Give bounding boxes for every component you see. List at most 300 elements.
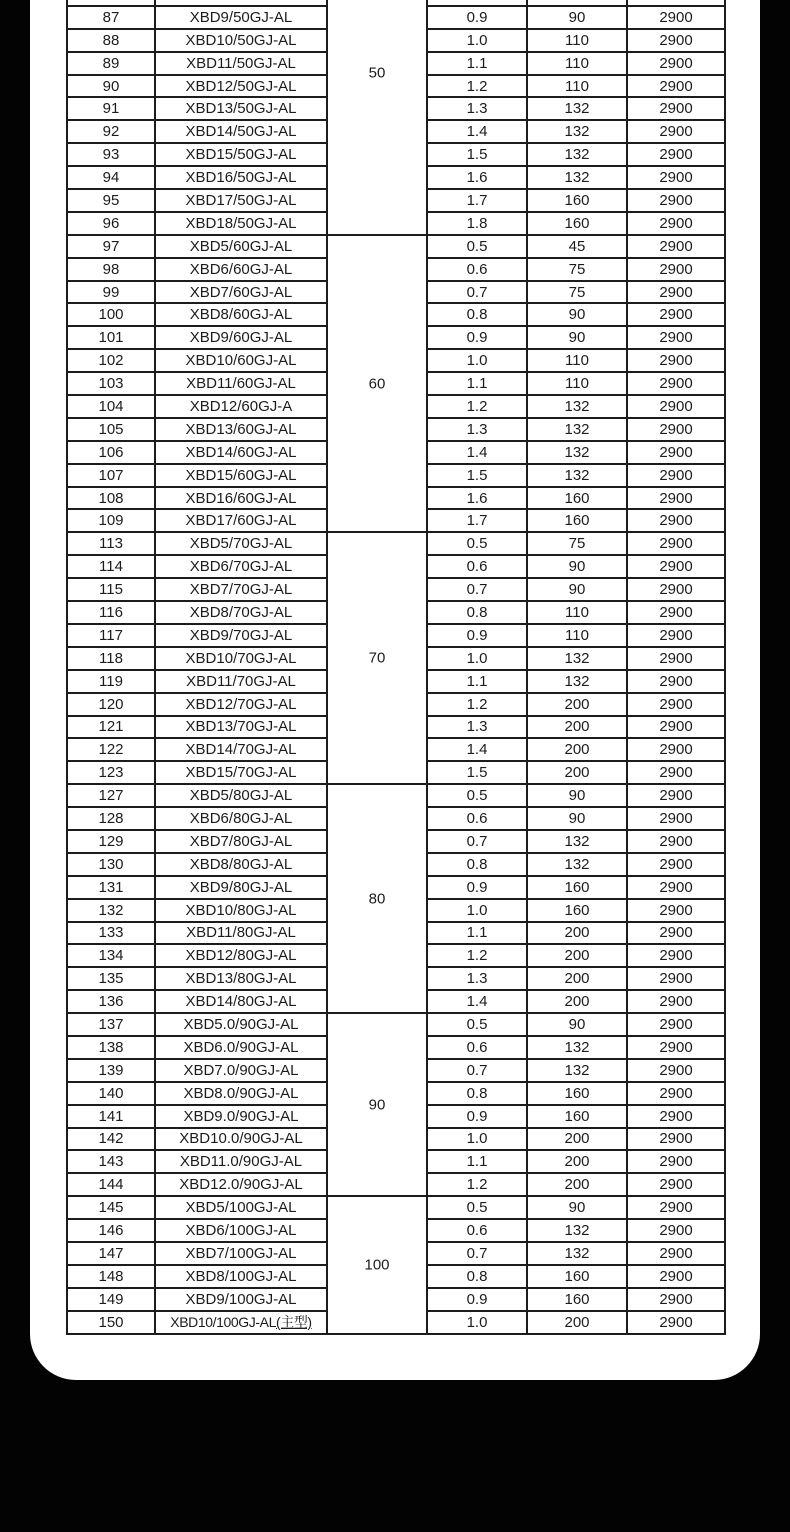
cell-speed: 2900	[627, 624, 725, 647]
cell-index: 89	[67, 52, 155, 75]
cell-index: 103	[67, 372, 155, 395]
cell-flow: 0.6	[427, 1036, 527, 1059]
cell-flow: 0.9	[427, 624, 527, 647]
cell-index: 139	[67, 1059, 155, 1082]
cell-model: XBD15/50GJ-AL	[155, 143, 327, 166]
cell-speed: 2900	[627, 1311, 725, 1334]
cell-model: XBD9.0/90GJ-AL	[155, 1105, 327, 1128]
cell-power: 160	[527, 487, 627, 510]
cell-index: 146	[67, 1219, 155, 1242]
cell-model: XBD10/50GJ-AL	[155, 29, 327, 52]
cell-speed: 2900	[627, 120, 725, 143]
cell-model: XBD14/70GJ-AL	[155, 738, 327, 761]
cell-index: 108	[67, 487, 155, 510]
group-label: 50	[368, 64, 386, 82]
cell-model: XBD6/70GJ-AL	[155, 555, 327, 578]
cell-power: 200	[527, 967, 627, 990]
cell-speed: 2900	[627, 1288, 725, 1311]
cell-power: 75	[527, 281, 627, 304]
cell-model: XBD8/60GJ-AL	[155, 303, 327, 326]
cell-flow: 1.0	[427, 899, 527, 922]
cell-model: XBD5/70GJ-AL	[155, 532, 327, 555]
cell-flow: 0.6	[427, 807, 527, 830]
cell-flow: 0.9	[427, 326, 527, 349]
cell-index: 121	[67, 716, 155, 739]
table-row	[67, 1196, 725, 1219]
cell-flow: 0.6	[427, 555, 527, 578]
cell-speed: 2900	[627, 555, 725, 578]
cell-index: 97	[67, 235, 155, 258]
cell-model: XBD7.0/90GJ-AL	[155, 1059, 327, 1082]
cell-flow: 0.7	[427, 830, 527, 853]
cell-power: 200	[527, 1128, 627, 1151]
cell-power: 132	[527, 97, 627, 120]
cell-speed: 2900	[627, 532, 725, 555]
cell-model: XBD11/50GJ-AL	[155, 52, 327, 75]
cell-power: 160	[527, 189, 627, 212]
cell-flow: 1.0	[427, 1128, 527, 1151]
cell-speed: 2900	[627, 922, 725, 945]
cell-power: 75	[527, 532, 627, 555]
cell-model: XBD8/70GJ-AL	[155, 601, 327, 624]
cell-power: 132	[527, 1059, 627, 1082]
model-suffix: (主型)	[275, 1314, 312, 1331]
cell-model: XBD5/60GJ-AL	[155, 235, 327, 258]
cell-model: XBD9/80GJ-AL	[155, 876, 327, 899]
cell-flow: 1.2	[427, 395, 527, 418]
cell-flow: 1.2	[427, 693, 527, 716]
cell-speed: 2900	[627, 1242, 725, 1265]
cell-index: 98	[67, 258, 155, 281]
cell-speed: 2900	[627, 281, 725, 304]
cell-model: XBD8.0/90GJ-AL	[155, 1082, 327, 1105]
cell-index: 134	[67, 944, 155, 967]
cell-model: XBD9/60GJ-AL	[155, 326, 327, 349]
cell-power: 200	[527, 990, 627, 1013]
cell-index: 105	[67, 418, 155, 441]
cell-model: XBD6/100GJ-AL	[155, 1219, 327, 1242]
cell-model: XBD12/80GJ-AL	[155, 944, 327, 967]
cell-power: 160	[527, 1288, 627, 1311]
cell-power: 132	[527, 395, 627, 418]
cell-flow: 0.9	[427, 876, 527, 899]
cell-speed: 2900	[627, 326, 725, 349]
cell-speed: 2900	[627, 1059, 725, 1082]
cell-speed: 2900	[627, 601, 725, 624]
cell-index: 118	[67, 647, 155, 670]
cell-model: XBD13/60GJ-AL	[155, 418, 327, 441]
cell-index: 114	[67, 555, 155, 578]
cell-speed: 2900	[627, 1013, 725, 1036]
cell-power: 200	[527, 761, 627, 784]
cell-speed: 2900	[627, 97, 725, 120]
cell-power: 110	[527, 52, 627, 75]
cell-model: XBD15/70GJ-AL	[155, 761, 327, 784]
cell-index: 128	[67, 807, 155, 830]
cell-power: 200	[527, 1150, 627, 1173]
cell-speed: 2900	[627, 6, 725, 29]
cell-power: 200	[527, 1173, 627, 1196]
cell-power: 200	[527, 716, 627, 739]
cell-speed: 2900	[627, 29, 725, 52]
cell-flow: 1.4	[427, 990, 527, 1013]
cell-power: 160	[527, 1082, 627, 1105]
cell-index: 109	[67, 509, 155, 532]
cell-power: 90	[527, 784, 627, 807]
cell-model: XBD10/80GJ-AL	[155, 899, 327, 922]
cell-index: 147	[67, 1242, 155, 1265]
cell-speed: 2900	[627, 990, 725, 1013]
cell-flow: 0.5	[427, 1196, 527, 1219]
cell-speed: 2900	[627, 853, 725, 876]
cell-speed: 2900	[627, 441, 725, 464]
cell-power: 110	[527, 349, 627, 372]
cell-power: 90	[527, 578, 627, 601]
cell-index: 150	[67, 1311, 155, 1334]
cell-flow: 1.5	[427, 464, 527, 487]
cell-model: XBD14/50GJ-AL	[155, 120, 327, 143]
cell-speed: 2900	[627, 761, 725, 784]
cell-flow: 1.6	[427, 487, 527, 510]
cell-flow: 1.7	[427, 189, 527, 212]
cell-model: XBD17/50GJ-AL	[155, 189, 327, 212]
cell-model: XBD7/70GJ-AL	[155, 578, 327, 601]
cell-speed: 2900	[627, 1036, 725, 1059]
cell-index: 137	[67, 1013, 155, 1036]
cell-model: XBD7/100GJ-AL	[155, 1242, 327, 1265]
cell-model: XBD10/60GJ-AL	[155, 349, 327, 372]
cell-flow: 0.9	[427, 6, 527, 29]
cell-power: 110	[527, 75, 627, 98]
cell-index: 127	[67, 784, 155, 807]
cell-flow: 1.0	[427, 647, 527, 670]
cell-power: 110	[527, 372, 627, 395]
cell-power: 132	[527, 1242, 627, 1265]
cell-power: 132	[527, 853, 627, 876]
group-cell	[327, 1013, 427, 1196]
cell-model: XBD18/50GJ-AL	[155, 212, 327, 235]
cell-model: XBD14/60GJ-AL	[155, 441, 327, 464]
cell-model: XBD5/80GJ-AL	[155, 784, 327, 807]
group-label: 100	[364, 1256, 390, 1274]
cell-flow: 1.0	[427, 349, 527, 372]
cell-power: 90	[527, 1013, 627, 1036]
cell-flow: 0.7	[427, 1242, 527, 1265]
cell-index: 143	[67, 1150, 155, 1173]
cell-model: XBD11/80GJ-AL	[155, 922, 327, 945]
cell-speed: 2900	[627, 212, 725, 235]
table-row	[67, 235, 725, 258]
cell-model: XBD6/80GJ-AL	[155, 807, 327, 830]
cell-speed: 2900	[627, 716, 725, 739]
cell-flow: 0.8	[427, 1265, 527, 1288]
cell-speed: 2900	[627, 876, 725, 899]
cell-power: 90	[527, 326, 627, 349]
cell-power: 132	[527, 670, 627, 693]
cell-index: 117	[67, 624, 155, 647]
cell-speed: 2900	[627, 1082, 725, 1105]
cell-flow: 0.5	[427, 784, 527, 807]
cell-speed: 2900	[627, 693, 725, 716]
cell-speed: 2900	[627, 1196, 725, 1219]
cell-power: 90	[527, 303, 627, 326]
cell-flow: 1.1	[427, 1150, 527, 1173]
cell-power: 132	[527, 166, 627, 189]
cell-speed: 2900	[627, 166, 725, 189]
cell-power: 132	[527, 830, 627, 853]
cell-flow: 0.6	[427, 258, 527, 281]
cell-index: 131	[67, 876, 155, 899]
cell-model: XBD10/70GJ-AL	[155, 647, 327, 670]
cell-speed: 2900	[627, 1105, 725, 1128]
cell-speed: 2900	[627, 189, 725, 212]
cell-index: 119	[67, 670, 155, 693]
cell-speed: 2900	[627, 487, 725, 510]
cell-speed: 2900	[627, 1150, 725, 1173]
cell-index: 149	[67, 1288, 155, 1311]
table-row	[67, 784, 725, 807]
cell-speed: 2900	[627, 258, 725, 281]
cell-power: 160	[527, 876, 627, 899]
cell-index: 115	[67, 578, 155, 601]
cell-power: 110	[527, 601, 627, 624]
cell-model: XBD12/70GJ-AL	[155, 693, 327, 716]
cell-power: 132	[527, 418, 627, 441]
cell-model: XBD13/70GJ-AL	[155, 716, 327, 739]
cell-index: 100	[67, 303, 155, 326]
cell-speed: 2900	[627, 807, 725, 830]
cell-power: 160	[527, 1105, 627, 1128]
cell-power: 132	[527, 647, 627, 670]
cell-flow: 1.3	[427, 967, 527, 990]
cell-speed: 2900	[627, 235, 725, 258]
pump-spec-table	[66, 0, 726, 1335]
cell-model: XBD16/60GJ-AL	[155, 487, 327, 510]
cell-speed: 2900	[627, 830, 725, 853]
cell-power: 110	[527, 29, 627, 52]
cell-flow: 1.4	[427, 120, 527, 143]
cell-speed: 2900	[627, 509, 725, 532]
cell-model: XBD13/50GJ-AL	[155, 97, 327, 120]
cell-flow: 1.2	[427, 944, 527, 967]
cell-flow: 1.1	[427, 372, 527, 395]
cell-index: 116	[67, 601, 155, 624]
cell-speed: 2900	[627, 349, 725, 372]
cell-speed: 2900	[627, 784, 725, 807]
cell-power: 132	[527, 120, 627, 143]
cell-flow: 0.7	[427, 578, 527, 601]
cell-flow: 1.2	[427, 1173, 527, 1196]
cell-speed: 2900	[627, 395, 725, 418]
group-label: 80	[368, 890, 386, 908]
cell-flow: 0.8	[427, 601, 527, 624]
group-label: 60	[368, 375, 386, 393]
cell-flow: 0.9	[427, 1105, 527, 1128]
cell-model: XBD6.0/90GJ-AL	[155, 1036, 327, 1059]
page-card	[30, 0, 760, 1380]
cell-index: 113	[67, 532, 155, 555]
cell-model: XBD13/80GJ-AL	[155, 967, 327, 990]
cell-power: 75	[527, 258, 627, 281]
cell-speed: 2900	[627, 303, 725, 326]
cell-index: 142	[67, 1128, 155, 1151]
cell-speed: 2900	[627, 1128, 725, 1151]
cell-model: XBD6/60GJ-AL	[155, 258, 327, 281]
cell-index: 87	[67, 6, 155, 29]
table-row	[67, 1013, 725, 1036]
cell-index: 104	[67, 395, 155, 418]
cell-power: 90	[527, 555, 627, 578]
cell-index: 130	[67, 853, 155, 876]
cell-index: 148	[67, 1265, 155, 1288]
cell-index: 135	[67, 967, 155, 990]
cell-power: 90	[527, 6, 627, 29]
cell-power: 200	[527, 944, 627, 967]
cell-flow: 0.8	[427, 303, 527, 326]
cell-flow: 0.8	[427, 853, 527, 876]
cell-speed: 2900	[627, 944, 725, 967]
cell-model: XBD11/70GJ-AL	[155, 670, 327, 693]
cell-index: 99	[67, 281, 155, 304]
cell-flow: 1.3	[427, 97, 527, 120]
cell-speed: 2900	[627, 899, 725, 922]
cell-power: 132	[527, 143, 627, 166]
cell-flow: 0.9	[427, 1288, 527, 1311]
cell-power: 132	[527, 441, 627, 464]
cell-model: XBD16/50GJ-AL	[155, 166, 327, 189]
cell-power: 90	[527, 807, 627, 830]
cell-index: 144	[67, 1173, 155, 1196]
cell-speed: 2900	[627, 967, 725, 990]
cell-model: XBD11.0/90GJ-AL	[155, 1150, 327, 1173]
cell-index: 106	[67, 441, 155, 464]
cell-flow: 1.0	[427, 1311, 527, 1334]
cell-speed: 2900	[627, 578, 725, 601]
group-cell	[327, 0, 427, 235]
cell-power: 132	[527, 1219, 627, 1242]
cell-model: XBD5/100GJ-AL	[155, 1196, 327, 1219]
cell-index: 138	[67, 1036, 155, 1059]
spec-table-body	[67, 0, 725, 1334]
cell-index: 123	[67, 761, 155, 784]
cell-speed: 2900	[627, 647, 725, 670]
cell-model: XBD7/60GJ-AL	[155, 281, 327, 304]
cell-speed: 2900	[627, 372, 725, 395]
cell-index: 136	[67, 990, 155, 1013]
cell-index: 122	[67, 738, 155, 761]
cell-index: 88	[67, 29, 155, 52]
cell-speed: 2900	[627, 1173, 725, 1196]
cell-speed: 2900	[627, 143, 725, 166]
cell-power: 90	[527, 1196, 627, 1219]
cell-flow: 0.6	[427, 1219, 527, 1242]
cell-index: 102	[67, 349, 155, 372]
cell-power: 132	[527, 464, 627, 487]
cell-index: 101	[67, 326, 155, 349]
cell-flow: 0.5	[427, 532, 527, 555]
cell-model: XBD12/60GJ-A	[155, 395, 327, 418]
group-cell	[327, 532, 427, 784]
cell-index: 91	[67, 97, 155, 120]
cell-index: 145	[67, 1196, 155, 1219]
cell-flow: 1.5	[427, 761, 527, 784]
cell-speed: 2900	[627, 670, 725, 693]
cell-index: 96	[67, 212, 155, 235]
group-cell	[327, 235, 427, 533]
cell-power: 45	[527, 235, 627, 258]
cell-flow: 1.5	[427, 143, 527, 166]
cell-power: 200	[527, 738, 627, 761]
group-label: 90	[368, 1096, 386, 1114]
cell-model: XBD12/50GJ-AL	[155, 75, 327, 98]
cell-flow: 1.6	[427, 166, 527, 189]
cell-model: XBD14/80GJ-AL	[155, 990, 327, 1013]
cell-flow: 1.4	[427, 738, 527, 761]
cell-power: 132	[527, 1036, 627, 1059]
cell-flow: 1.7	[427, 509, 527, 532]
cell-power: 160	[527, 1265, 627, 1288]
cell-speed: 2900	[627, 418, 725, 441]
cell-flow: 0.7	[427, 1059, 527, 1082]
cell-model: XBD12.0/90GJ-AL	[155, 1173, 327, 1196]
cell-model: XBD8/80GJ-AL	[155, 853, 327, 876]
cell-power: 160	[527, 509, 627, 532]
cell-power: 110	[527, 624, 627, 647]
cell-flow: 0.7	[427, 281, 527, 304]
cell-model: XBD17/60GJ-AL	[155, 509, 327, 532]
table-row	[67, 532, 725, 555]
cell-model: XBD11/60GJ-AL	[155, 372, 327, 395]
cell-speed: 2900	[627, 1265, 725, 1288]
cell-power: 200	[527, 1311, 627, 1334]
cell-flow: 1.3	[427, 716, 527, 739]
cell-speed: 2900	[627, 464, 725, 487]
cell-index: 132	[67, 899, 155, 922]
cell-model: XBD9/50GJ-AL	[155, 6, 327, 29]
cell-flow: 1.2	[427, 75, 527, 98]
cell-flow: 0.5	[427, 235, 527, 258]
cell-model: XBD9/100GJ-AL	[155, 1288, 327, 1311]
cell-speed: 2900	[627, 75, 725, 98]
cell-flow: 0.5	[427, 1013, 527, 1036]
cell-speed: 2900	[627, 1219, 725, 1242]
cell-model: XBD10/100GJ-AL(主型)	[155, 1311, 327, 1334]
cell-power: 160	[527, 899, 627, 922]
cell-index: 94	[67, 166, 155, 189]
cell-speed: 2900	[627, 52, 725, 75]
group-label: 70	[368, 649, 386, 667]
cell-index: 95	[67, 189, 155, 212]
cell-index: 92	[67, 120, 155, 143]
cell-index: 107	[67, 464, 155, 487]
cell-power: 200	[527, 922, 627, 945]
cell-speed: 2900	[627, 738, 725, 761]
cell-flow: 1.1	[427, 670, 527, 693]
cell-model: XBD5.0/90GJ-AL	[155, 1013, 327, 1036]
cell-index: 140	[67, 1082, 155, 1105]
cell-index: 133	[67, 922, 155, 945]
cell-index: 93	[67, 143, 155, 166]
cell-index: 129	[67, 830, 155, 853]
cell-index: 141	[67, 1105, 155, 1128]
cell-index: 120	[67, 693, 155, 716]
group-cell	[327, 784, 427, 1013]
cell-model: XBD7/80GJ-AL	[155, 830, 327, 853]
cell-flow: 1.3	[427, 418, 527, 441]
cell-model: XBD15/60GJ-AL	[155, 464, 327, 487]
cell-model: XBD8/100GJ-AL	[155, 1265, 327, 1288]
cell-flow: 1.0	[427, 29, 527, 52]
